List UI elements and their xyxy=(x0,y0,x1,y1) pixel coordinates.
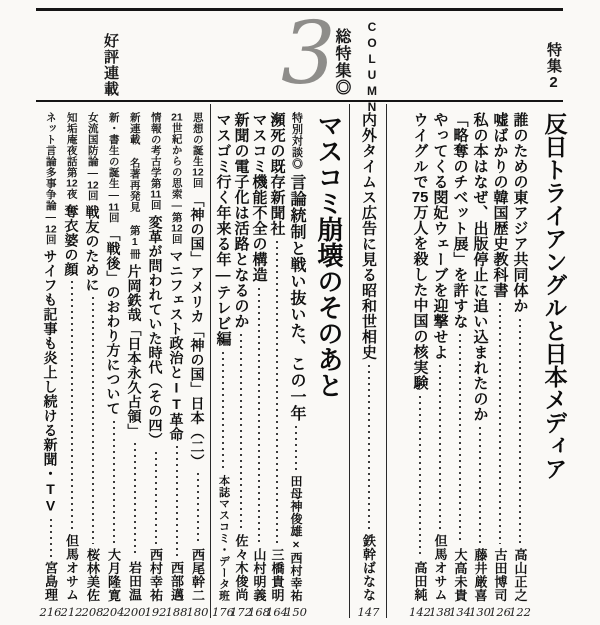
article-author: 大月隆寛 xyxy=(106,547,121,602)
article-page: 168 xyxy=(248,604,270,619)
article-title: 戦友のために xyxy=(84,205,101,292)
dotted-leader xyxy=(419,396,421,558)
toc-article xyxy=(286,112,306,618)
article-author: 但馬オサム xyxy=(64,534,79,602)
dotted-leader xyxy=(258,288,260,544)
dotted-leader xyxy=(71,281,73,530)
section-serials xyxy=(36,112,208,618)
article-title: マスゴミ行く年来る年―テレビ編 xyxy=(214,112,232,347)
article-author: 西部邁 xyxy=(169,561,184,602)
article-page: 180 xyxy=(186,604,209,619)
article-author: 佐々木俊尚 xyxy=(233,534,249,602)
sou-tokushu-label: 総特集◎ xyxy=(333,28,350,96)
article-title: 嘘ばかりの韓国歴史教科書 xyxy=(491,112,509,298)
article-author: 高山正之 xyxy=(512,547,528,602)
toc-article xyxy=(187,112,208,618)
dotted-leader xyxy=(92,297,94,544)
article-author: 高田純 xyxy=(412,561,428,602)
article-title: 言論統制と戦い抜いた、この一年 xyxy=(288,173,305,421)
article-page: 212 xyxy=(60,604,83,619)
serials-section-label: 好評連載 xyxy=(102,33,119,97)
article-page: 164 xyxy=(266,604,288,619)
article-page: 192 xyxy=(144,604,167,619)
article-title: マニフェスト政治とIT革命 xyxy=(168,248,185,441)
dotted-leader xyxy=(50,519,52,557)
article-author: 岩田温 xyxy=(127,561,142,602)
dotted-leader xyxy=(368,365,370,530)
series-prefix: 女流国防論―12回 xyxy=(86,112,99,201)
series-prefix: ネット言論多事争論―12回 xyxy=(44,112,57,245)
section-column xyxy=(352,112,385,618)
series-prefix: 思想の誕生12回 xyxy=(191,112,204,189)
article-author: 三橋貴明 xyxy=(269,547,285,602)
toc-article xyxy=(124,112,145,618)
feature2-section-label: 特集2 xyxy=(545,42,562,92)
article-page: 134 xyxy=(449,604,471,619)
series-prefix: 情報の考古学第11回 xyxy=(149,112,162,211)
article-author: 古田博司 xyxy=(492,547,508,602)
toc-article xyxy=(490,112,510,618)
article-page: 204 xyxy=(102,604,125,619)
toc-article xyxy=(103,112,124,618)
section-title-column xyxy=(536,112,572,618)
dotted-leader xyxy=(519,319,521,544)
toc-article xyxy=(61,112,82,618)
dotted-leader xyxy=(439,365,441,530)
section-title: 反日トライアングルと日本メディア xyxy=(541,112,568,480)
dotted-leader xyxy=(240,334,242,530)
series-prefix: 特別対談◎ xyxy=(290,112,303,170)
section-tokushu3 xyxy=(214,112,348,618)
article-page: 172 xyxy=(230,604,252,619)
dotted-leader xyxy=(276,241,278,544)
article-author: 山村明義 xyxy=(251,547,267,602)
article-title: 片岡鉄哉「日本永久占領」 xyxy=(126,263,143,438)
dotted-leader xyxy=(222,352,224,472)
series-prefix: 新連載 名著再発見 第1冊 xyxy=(128,112,141,260)
divider-tokushu3-serials xyxy=(210,104,211,618)
dotted-leader xyxy=(459,334,461,544)
dotted-leader xyxy=(499,303,501,544)
article-author: 宮島理 xyxy=(43,561,58,602)
toc-article xyxy=(166,112,187,618)
toc-article xyxy=(214,112,232,618)
toc-article xyxy=(410,112,430,618)
toc-article xyxy=(430,112,450,618)
section-feature2 xyxy=(390,112,572,618)
dotted-leader xyxy=(113,421,115,544)
article-page: 188 xyxy=(165,604,188,619)
dotted-leader xyxy=(197,473,199,544)
toc-article xyxy=(250,112,268,618)
toc-article xyxy=(470,112,490,618)
article-page: 130 xyxy=(469,604,491,619)
article-author: 但馬オサム xyxy=(432,534,448,602)
article-author: 田母神俊雄×西村幸祐 xyxy=(289,474,303,602)
article-page: 216 xyxy=(39,604,62,619)
divider-feature2-column xyxy=(386,104,387,618)
article-page: 208 xyxy=(81,604,104,619)
toc-article xyxy=(82,112,103,618)
dotted-leader xyxy=(155,452,157,544)
article-author: 西尾幹二 xyxy=(190,547,205,602)
dotted-leader xyxy=(176,446,178,557)
sou-tokushu-number: 3 xyxy=(281,4,336,104)
article-title: サイフも記事も炎上し続ける新聞・TV xyxy=(42,249,59,514)
article-page: 142 xyxy=(409,604,431,619)
article-page: 176 xyxy=(212,604,234,619)
article-page: 150 xyxy=(285,604,307,619)
article-title: 誰のための東アジア共同体か xyxy=(511,112,529,314)
article-title: 内外タイムス広告に見る昭和世相史 xyxy=(360,112,377,360)
series-prefix: 知垢庵夜話第12夜 xyxy=(65,112,78,200)
toc-article xyxy=(450,112,470,618)
section-title-column xyxy=(310,112,348,618)
article-title: 新聞の電子化は活路となるのか xyxy=(232,112,250,329)
article-title: 私の本はなぜ、出版停止に追い込まれたのか xyxy=(471,112,489,422)
article-title: やってくる閔妃ウェーブを迎撃せよ xyxy=(431,112,449,360)
article-title: マスコミ機能不全の構造 xyxy=(250,112,268,283)
series-prefix: 新・書生の誕生―11回 xyxy=(107,112,120,223)
article-title: 奪衣婆の顔 xyxy=(63,203,80,276)
article-page: 147 xyxy=(357,604,380,619)
toc-article xyxy=(145,112,166,618)
toc-article xyxy=(232,112,250,618)
article-page: 122 xyxy=(509,604,531,619)
divider-column-tokushu3 xyxy=(349,104,350,618)
section-title: マスコミ崩壊のそのあと xyxy=(314,112,344,398)
dotted-leader xyxy=(479,427,481,544)
article-page: 126 xyxy=(489,604,511,619)
toc-article xyxy=(510,112,530,618)
article-title: 「神の国」アメリカ「神の国」日本（二） xyxy=(189,192,206,468)
series-prefix: 21世紀からの思索―第12回 xyxy=(170,112,183,245)
toc-article xyxy=(268,112,286,618)
column-section-label: COLUMN xyxy=(365,20,379,116)
article-author: 桜林美佐 xyxy=(85,547,100,602)
article-title: 瀕死の既存新聞社 xyxy=(268,112,286,236)
article-title: 「戦後」のおわり方について xyxy=(105,227,122,416)
article-title: ウイグルで75万人を殺した中国の核実験 xyxy=(411,112,429,391)
dotted-leader xyxy=(295,426,297,471)
article-author: 本誌マスコミ・データ班 xyxy=(217,475,230,602)
dotted-leader xyxy=(134,443,136,558)
article-title: 「略奪のチベット展」を許すな xyxy=(451,112,469,329)
article-page: 138 xyxy=(429,604,451,619)
article-author: 西村幸祐 xyxy=(148,547,163,602)
article-author: 鉄幹ばなな xyxy=(361,534,376,602)
article-page: 200 xyxy=(123,604,146,619)
article-author: 大高未貴 xyxy=(452,547,468,602)
toc-article xyxy=(40,112,61,618)
article-title: 変革が問われていた時代（その四） xyxy=(147,214,164,447)
article-author: 藤井厳喜 xyxy=(472,547,488,602)
toc-article xyxy=(352,112,385,618)
